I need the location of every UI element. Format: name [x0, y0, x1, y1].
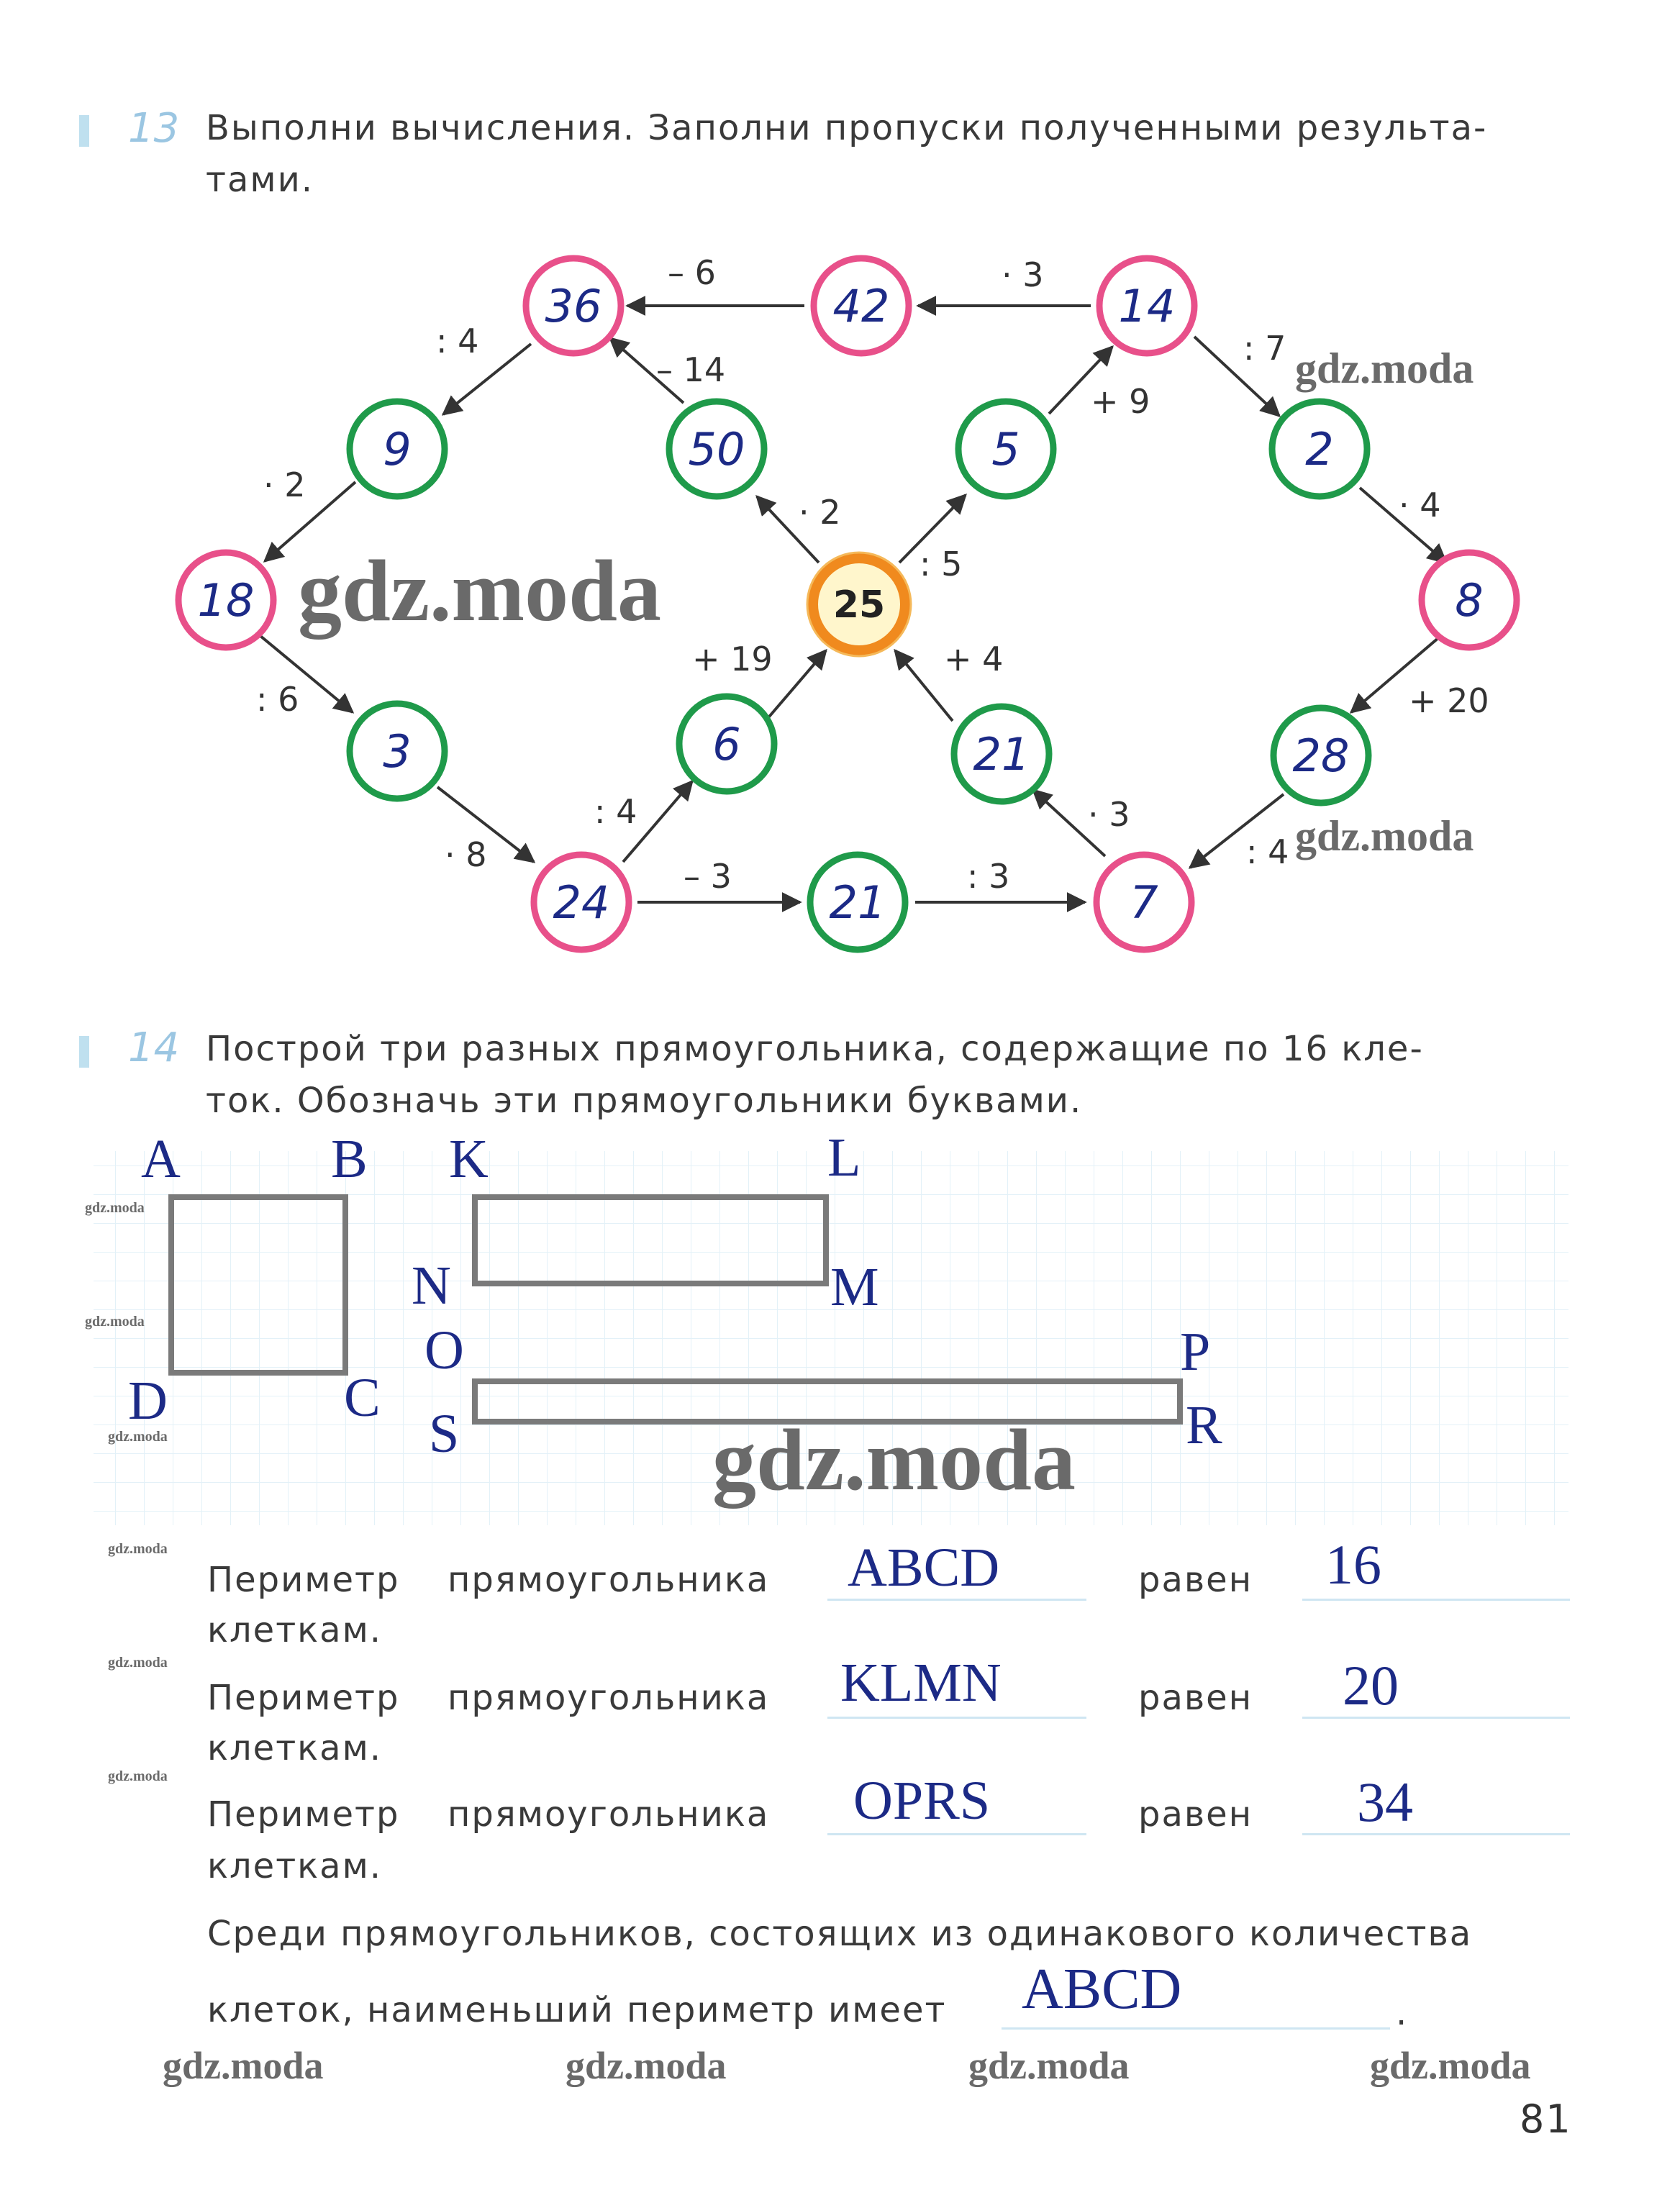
- perimeter-suffix: клеткам.: [207, 1728, 383, 1768]
- node-value: 6: [712, 718, 741, 771]
- op-label: + 19: [692, 640, 773, 678]
- task14-text-line2: ток. Обозначь эти прямоугольники буквами.: [206, 1081, 1083, 1121]
- label-c: C: [344, 1368, 381, 1428]
- conclusion-answer: ABCD: [1022, 1958, 1182, 2021]
- watermark: gdz.moda: [712, 1412, 1076, 1509]
- watermark: gdz.moda: [85, 1200, 145, 1216]
- task-marker: [79, 1036, 89, 1068]
- watermark: gdz.moda: [108, 1541, 168, 1557]
- rect-name-answer: KLMN: [840, 1653, 1002, 1713]
- answer-line: [827, 1717, 1086, 1719]
- conclusion-line1: Среди прямоугольников, состоящих из одинакового количества: [207, 1914, 1473, 1954]
- watermark: gdz.moda: [85, 1314, 145, 1330]
- answer-line: [1302, 1833, 1570, 1835]
- conclusion-end: .: [1396, 1993, 1409, 2033]
- op-label: + 20: [1409, 681, 1489, 720]
- task-number-14: 14: [128, 1024, 180, 1071]
- label-b: B: [331, 1129, 368, 1189]
- perimeter-suffix: клеткам.: [207, 1610, 383, 1650]
- watermark: gdz.moda: [1370, 2044, 1531, 2087]
- task13-text-line2: тами.: [206, 160, 314, 200]
- op-label: · 8: [445, 835, 487, 874]
- perimeter-is: равен: [1138, 1678, 1253, 1718]
- label-r: R: [1186, 1395, 1222, 1455]
- perimeter-is: равен: [1138, 1794, 1253, 1835]
- perimeter-value: 20: [1343, 1654, 1399, 1717]
- answer-line: [1002, 2027, 1390, 2030]
- op-label: · 2: [263, 465, 306, 504]
- watermark: gdz.moda: [108, 1655, 168, 1671]
- perimeter-prefix: Периметр: [207, 1678, 400, 1718]
- label-d: D: [128, 1371, 168, 1431]
- node-value: 9: [383, 423, 412, 476]
- answer-line: [827, 1833, 1086, 1835]
- perimeter-prefix: Периметр: [207, 1794, 400, 1835]
- op-label: : 4: [1246, 832, 1289, 871]
- node-value: 21: [973, 728, 1030, 781]
- op-label: + 9: [1091, 382, 1150, 421]
- label-o: O: [424, 1320, 464, 1381]
- op-label: · 3: [1002, 255, 1044, 294]
- node-value: 8: [1455, 574, 1484, 627]
- label-a: A: [141, 1129, 181, 1189]
- perimeter-word: прямоугольника: [448, 1678, 770, 1718]
- perimeter-suffix: клеткам.: [207, 1846, 383, 1886]
- label-s: S: [429, 1404, 460, 1464]
- op-label: – 14: [656, 350, 726, 389]
- node-value: 42: [832, 280, 890, 332]
- perimeter-value: 16: [1325, 1533, 1381, 1596]
- op-label: · 3: [1088, 795, 1130, 834]
- label-m: M: [830, 1257, 879, 1317]
- watermark: gdz.moda: [1295, 345, 1474, 392]
- op-label: : 7: [1243, 329, 1286, 368]
- watermark: gdz.moda: [968, 2044, 1130, 2087]
- perimeter-word: прямоугольника: [448, 1560, 770, 1600]
- answer-line: [1302, 1599, 1570, 1601]
- perimeter-value: 34: [1357, 1771, 1413, 1833]
- watermark: gdz.moda: [108, 1768, 168, 1784]
- op-label: : 4: [594, 792, 637, 831]
- rect-name-answer: OPRS: [853, 1771, 991, 1831]
- node-value: 3: [383, 725, 412, 778]
- node-value: 5: [991, 423, 1020, 476]
- node-value: 7: [1130, 876, 1158, 929]
- watermark: gdz.moda: [163, 2044, 324, 2087]
- conclusion-line2: клеток, наименьший периметр имеет: [207, 1990, 947, 2030]
- perimeter-is: равен: [1138, 1560, 1253, 1600]
- op-label: · 2: [799, 493, 841, 532]
- page-number: 81: [1520, 2096, 1572, 2142]
- node-value: 21: [829, 876, 886, 929]
- op-label: – 6: [668, 253, 716, 292]
- node-value: 28: [1292, 730, 1350, 782]
- op-label: : 3: [967, 857, 1010, 896]
- rect-name-answer: ABCD: [848, 1537, 1000, 1598]
- label-p: P: [1180, 1322, 1211, 1382]
- node-value: 14: [1118, 280, 1176, 332]
- op-label: : 6: [256, 680, 299, 719]
- op-label: : 5: [920, 545, 963, 583]
- op-label: : 4: [436, 322, 479, 360]
- center-value: 25: [832, 583, 886, 627]
- op-label: + 4: [944, 640, 1004, 678]
- op-label: – 3: [684, 857, 732, 896]
- arrow-6-to-25: [766, 650, 826, 721]
- op-label: · 4: [1399, 486, 1441, 524]
- label-n: N: [412, 1255, 451, 1316]
- label-k: K: [449, 1129, 489, 1189]
- node-value: 18: [197, 574, 255, 627]
- watermark: gdz.moda: [298, 542, 661, 640]
- task14-text-line1: Построй три разных прямоугольника, содержащие по 16 кле-: [206, 1029, 1424, 1069]
- node-value: 50: [688, 423, 745, 476]
- perimeter-prefix: Периметр: [207, 1560, 400, 1600]
- watermark: gdz.moda: [108, 1429, 168, 1445]
- watermark: gdz.moda: [566, 2044, 727, 2087]
- node-value: 36: [545, 280, 602, 332]
- task13-text-line1: Выполни вычисления. Заполни пропуски полученными результа-: [206, 108, 1488, 148]
- watermark: gdz.moda: [1295, 812, 1474, 860]
- node-value: 2: [1305, 423, 1334, 476]
- label-l: L: [827, 1127, 861, 1188]
- perimeter-word: прямоугольника: [448, 1794, 770, 1835]
- node-value: 24: [553, 876, 610, 929]
- task-number-13: 13: [128, 105, 180, 152]
